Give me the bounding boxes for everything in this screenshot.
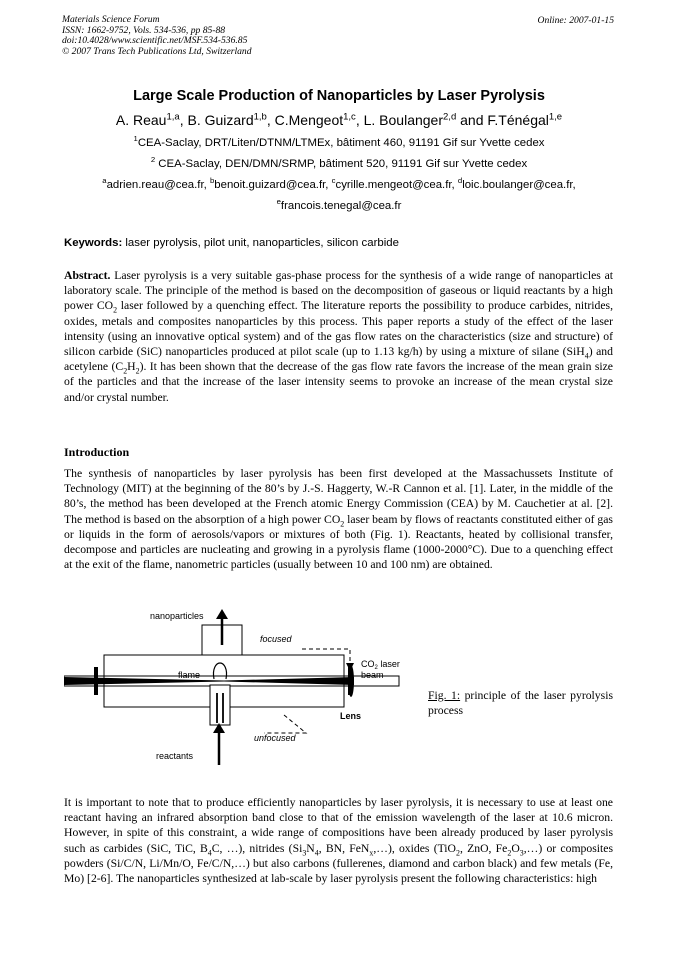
label-beam: beam: [361, 670, 384, 680]
abstract-label: Abstract.: [64, 269, 111, 282]
keywords-text: laser pyrolysis, pilot unit, nanoparticles, silicon carbide: [125, 237, 399, 249]
doi-line[interactable]: doi:10.4028/www.scientific.net/MSF.534-536.85: [62, 35, 248, 47]
unfocused-dashed: [264, 715, 306, 733]
figure-1: [64, 605, 414, 770]
label-nanoparticles: nanoparticles: [150, 611, 204, 621]
focused-dashed: [302, 649, 350, 667]
issn-line: ISSN: 1662-9752, Vols. 534-536, pp 85-88: [62, 24, 226, 36]
laser-beam-right: [224, 677, 354, 685]
reactant-nozzle: [210, 685, 230, 725]
author-name: L. Boulanger: [363, 112, 444, 128]
email-link[interactable]: cyrille.mengeot@cea.fr: [335, 179, 452, 191]
label-unfocused: unfocused: [254, 733, 296, 743]
author-sup: 1,b: [253, 111, 267, 123]
author-sup: 1,e: [548, 111, 563, 123]
author-sup: 2,d: [443, 111, 457, 123]
email-list-cont: $^e$francois.tenegal@cea.fr: [276, 197, 402, 212]
email-link[interactable]: loic.boulanger@cea.fr: [462, 179, 573, 191]
author-name: C.Mengeot: [274, 112, 344, 128]
paper-title: Large Scale Production of Nanoparticles by Laser Pyrolysis: [133, 88, 545, 104]
email-link[interactable]: benoit.guizard@cea.fr: [214, 179, 326, 191]
label-co2-laser: $CO_2$ laser: [361, 659, 400, 671]
abstract: Abstract. Laser pyrolysis is a very suitable gas-phase process for the synthesis of a wide range of nanoparticles at laboratory scale. The principle of the method is based on the decomposition of gaseous or liquid reactants by a high power $CO_2$ laser followed by a quenching effect. The literature reports the possibility to produce carbides, nitrides, oxides, metals and composites nanoparticles by this process. This paper reports a study of the effect of the laser intensity (using an innovative optical system) and of the gas flow rates on the characteristics (size and structure) of silicon carbide (SiC) nanoparticles produced at pilot scale (up to 1.13 kg/h) by using a mixture of silane (SiH$_4$) and acetylene $(C_2H_2)$. It has been shown that the decrease of the gas flow rate favors the increase of the mean grain size of the particles and that the increase of the laser intensity seems to provoke an increase of the mean crystal size and/or crystal number.: [64, 269, 614, 404]
author-name: B. Guizard: [187, 112, 254, 128]
arrow-head-icon: [216, 609, 228, 619]
email-list: $^a$adrien.reau@cea.fr, $^b$benoit.guizard@cea.fr, $^c$cyrille.mengeot@cea.fr, $^d$loic.boulanger@cea.fr,: [102, 176, 576, 191]
keywords-label: Keywords:: [64, 237, 123, 249]
online-date: Online: 2007-01-15: [537, 15, 614, 26]
affiliation-2: $^2$ CEA-Saclay, DEN/DMN/SRMP, bâtiment 520, 91191 Gif sur Yvette cedex: [150, 155, 528, 170]
label-flame: flame: [178, 670, 201, 680]
author-name: F.Ténégal: [487, 112, 549, 128]
figure-label[interactable]: Fig. 1:: [428, 689, 461, 702]
author-sup: 1,a: [166, 111, 180, 123]
email-link[interactable]: francois.tenegal@cea.fr: [280, 200, 402, 212]
affiliation-1: $^1$CEA-Saclay, DRT/Liten/DTNM/LTMEx, bâtiment 460, 91191 Gif sur Yvette cedex: [133, 134, 545, 149]
author-sup: 1,c: [343, 111, 356, 123]
laser-pyrolysis-diagram: [64, 605, 414, 770]
flame-shape: [213, 663, 226, 679]
email-link[interactable]: adrien.reau@cea.fr: [106, 179, 204, 191]
author-name: A. Reau: [115, 112, 167, 128]
intro-paragraph-1: The synthesis of nanoparticles by laser pyrolysis has been first developed at the Massachussets Institute of Technology (MIT) at the beginning of the 80’s by J.-S. Haggerty, W.-R Cannon et al. [1]. Later, in the middle of the 80’s, the method has been developed at the French atomic Energy Commission (CEA) by M. Cauchetier at al. [2]. The method is based on the absorption of a high power $CO_2$ laser beam by flows of reactants constituted either of gas or liquids in the form of aerosols/vapors or mixtures of both (Fig. 1). Reactants, heated by collisional transfer, decompose and particles are nucleating and growing in a pyrolysis flame (1000-2000°C). Due to a quenching effect at the exit of the flame, nanometric particles (usually between 10 and 100 nm) are obtained.: [64, 467, 613, 572]
journal-header: [62, 15, 252, 57]
label-lens: Lens: [340, 711, 362, 721]
label-focused: focused: [260, 634, 292, 644]
window-left: [94, 667, 98, 695]
author-list: A. Reau$^{1,a}$, B. Guizard$^{1,b}$, C.Mengeot$^{1,c}$, L. Boulanger$^{2,d}$ and F.Ténégal$^{1,e}$: [115, 111, 563, 128]
keywords: [64, 237, 399, 249]
copyright-line: © 2007 Trans Tech Publications Ltd, Switzerland: [62, 45, 252, 57]
journal-name: Materials Science Forum: [62, 14, 160, 25]
label-reactants: reactants: [156, 751, 194, 761]
section-heading: Introduction: [64, 445, 130, 459]
intro-paragraph-2: It is important to note that to produce efficiently nanoparticles by laser pyrolysis, it is necessary to use at least one reactant having an infrared absorption band close to that of the emission wavelength of the laser at 10.6 micron. However, in spite of this constraint, a wide range of compositions have been already produced by laser pyrolysis such as carbides (SiC, TiC, $B_4C$, …), nitrides ($Si_3N_4$, BN, FeN$_x$,…), oxides (TiO$_2$, ZnO, $Fe_2O_3,\dots$) or composites powders (Si/C/N, Li/Mn/O, Fe/C/N,…) but also carbons (fullerenes, diamond and carbon black) and few metals (Fe, Mo) [2-6]. The nanoparticles synthesized at lab-scale by laser pyrolysis present the following characteristics: high: [64, 796, 613, 886]
lens-shape: [348, 665, 354, 697]
figure-caption: Fig. 1: principle of the laser pyrolysis process: [428, 689, 613, 718]
